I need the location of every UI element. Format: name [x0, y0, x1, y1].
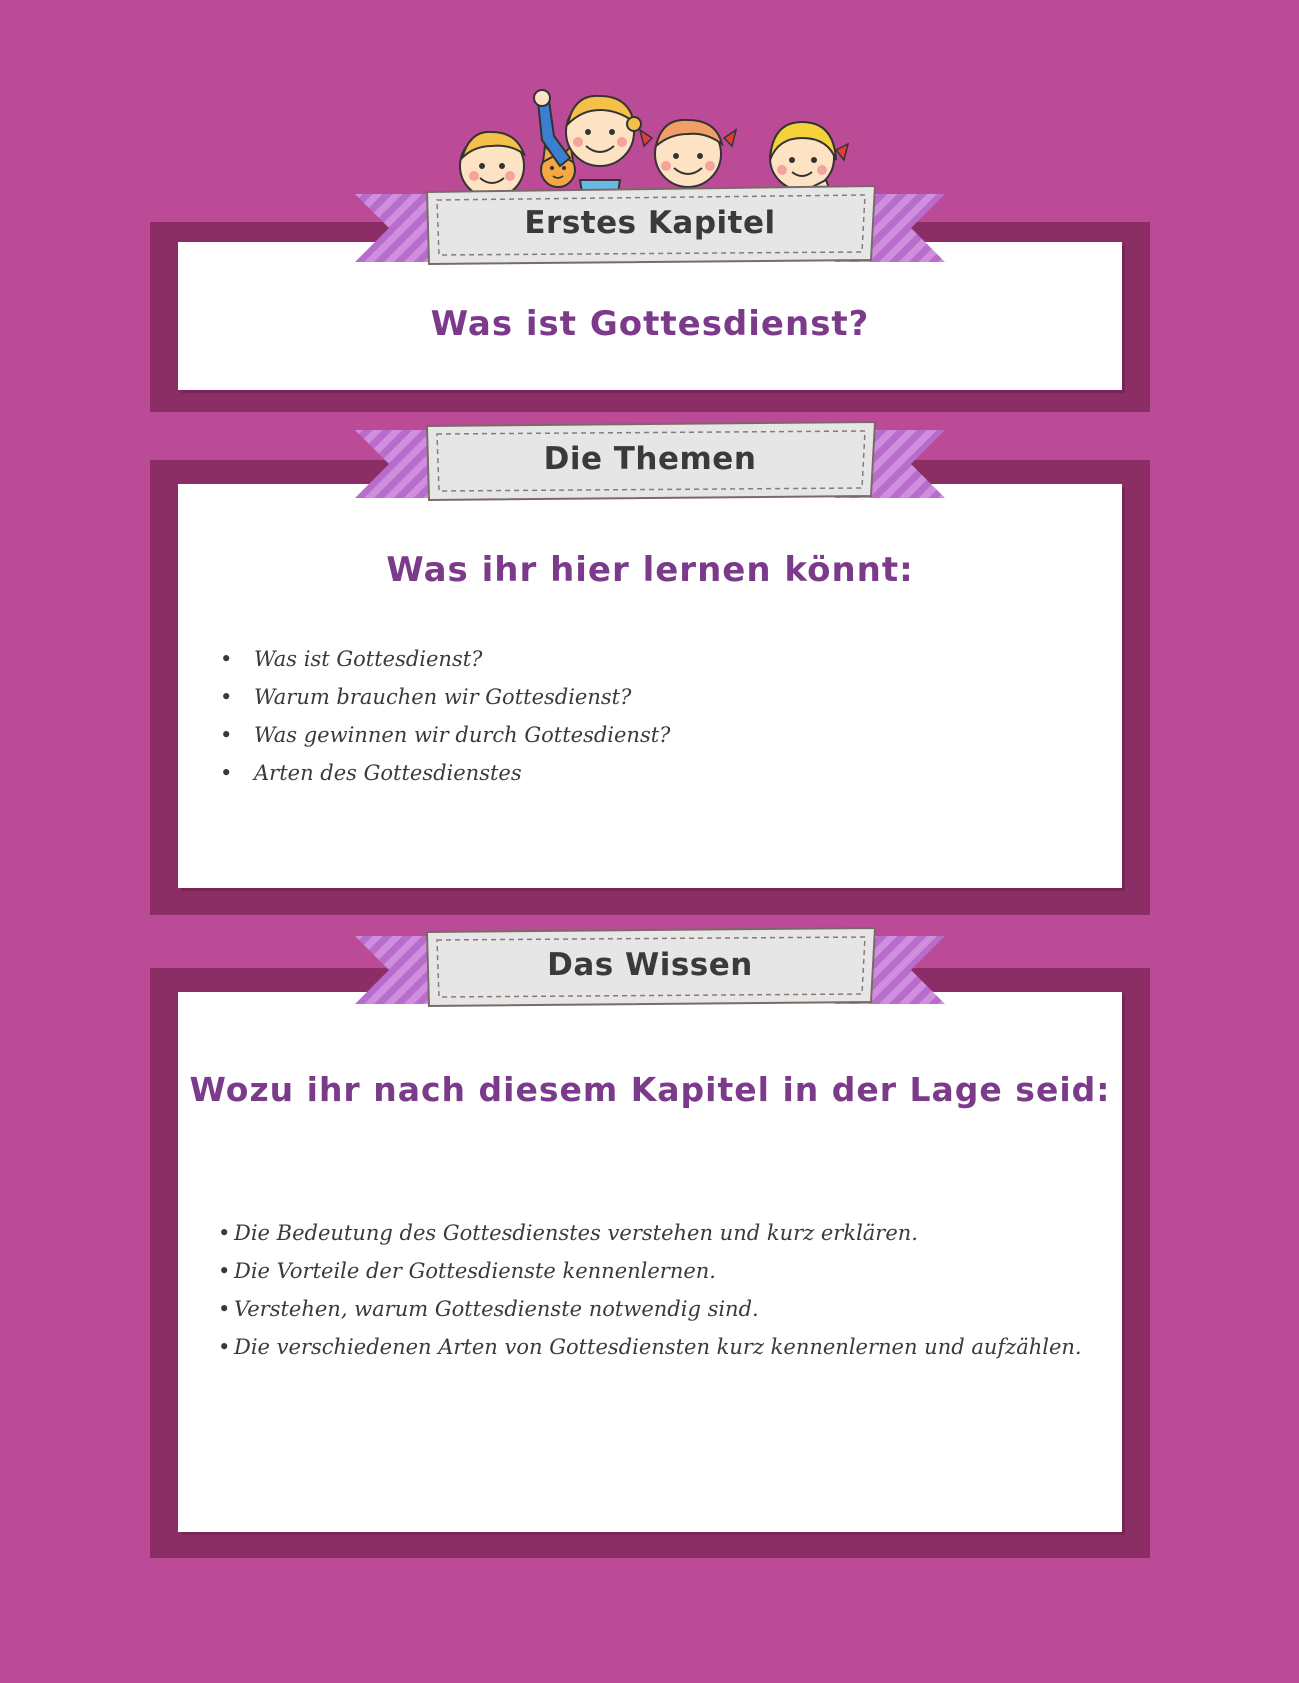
knowledge-heading: Wozu ihr nach diesem Kapitel in der Lage seid:	[189, 1070, 1111, 1109]
themes-banner	[355, 418, 945, 504]
knowledge-banner	[355, 924, 945, 1010]
chapter-banner-label: Erstes Kapitel	[524, 205, 776, 241]
list-item: • Die Vorteile der Gottesdienste kennenlernen.	[218, 1252, 1082, 1290]
list-item: • Die verschiedenen Arten von Gottesdiensten kurz kennenlernen und aufzählen.	[218, 1328, 1082, 1366]
knowledge-card	[178, 992, 1122, 1532]
list-item: • Verstehen, warum Gottesdienste notwendig sind.	[218, 1290, 1082, 1328]
knowledge-list	[218, 1214, 1082, 1366]
themes-list	[220, 640, 670, 792]
themes-banner-label: Die Themen	[543, 441, 757, 477]
bullet-icon: •	[218, 1297, 231, 1321]
child-face-3-icon	[640, 120, 736, 187]
chapter-title: Was ist Gottesdienst?	[430, 304, 870, 344]
bullet-icon: •	[220, 647, 233, 671]
chapter-banner	[355, 182, 945, 268]
list-item: • Arten des Gottesdienstes	[220, 754, 670, 792]
bullet-icon: •	[220, 723, 233, 747]
bullet-icon: •	[218, 1221, 231, 1245]
bullet-icon: •	[220, 761, 233, 785]
list-item: • Warum brauchen wir Gottesdienst?	[220, 678, 670, 716]
list-item: • Die Bedeutung des Gottesdienstes verstehen und kurz erklären.	[218, 1214, 1082, 1252]
bullet-icon: •	[218, 1335, 231, 1359]
bullet-icon: •	[220, 685, 233, 709]
knowledge-banner-label: Das Wissen	[547, 947, 753, 983]
bullet-icon: •	[218, 1259, 231, 1283]
list-item: • Was gewinnen wir durch Gottesdienst?	[220, 716, 670, 754]
list-item: • Was ist Gottesdienst?	[220, 640, 670, 678]
themes-heading: Was ihr hier lernen könnt:	[386, 550, 914, 590]
themes-card	[178, 484, 1122, 888]
